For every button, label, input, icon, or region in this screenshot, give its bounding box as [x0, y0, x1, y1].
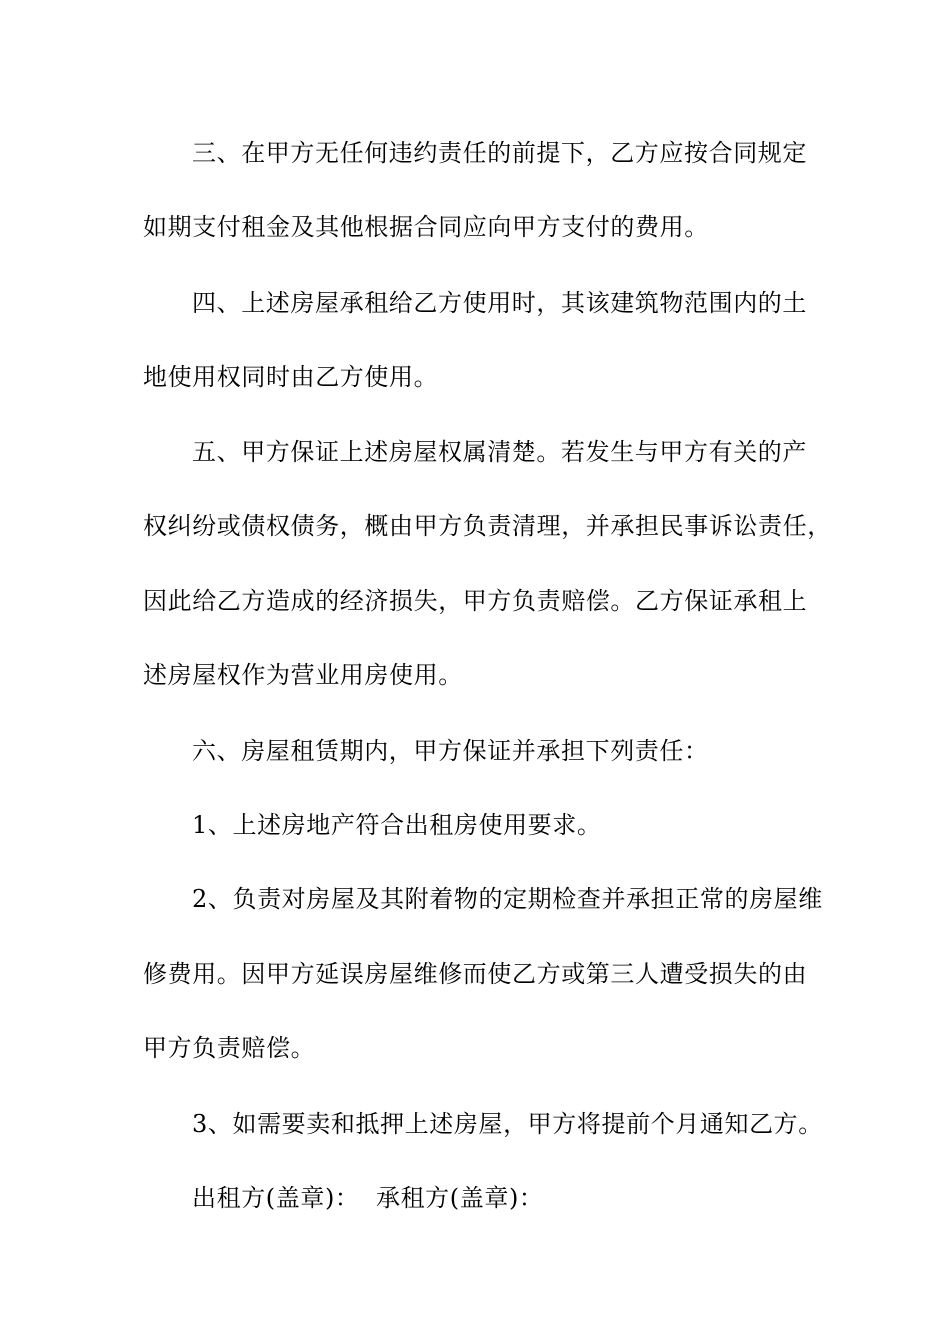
clause-5-line-2: 权纠纷或债权债务，概由甲方负责清理，并承担民事诉讼责任， [143, 512, 832, 540]
clause-6-item-1: 1、上述房地产符合出租房使用要求。 [192, 811, 602, 839]
clause-4-line-2: 地使用权同时由乙方使用。 [143, 363, 439, 391]
signature-line: 出租方(盖章)： 承租方(盖章)： [192, 1184, 544, 1212]
clause-6-item-2-line-2: 修费用。因甲方延误房屋维修而使乙方或第三人遭受损失的由 [143, 960, 808, 988]
clause-4-line-1: 四、上述房屋承租给乙方使用时，其该建筑物范围内的土 [192, 289, 807, 317]
clause-6-item-3: 3、如需要卖和抵押上述房屋，甲方将提前个月通知乙方。 [192, 1110, 823, 1138]
clause-3-line-2: 如期支付租金及其他根据合同应向甲方支付的费用。 [143, 213, 709, 241]
clause-5-line-4: 述房屋权作为营业用房使用。 [143, 661, 463, 689]
clause-5-line-3: 因此给乙方造成的经济损失，甲方负责赔偿。乙方保证承租上 [143, 587, 808, 615]
clause-3-line-1: 三、在甲方无任何违约责任的前提下，乙方应按合同规定 [192, 139, 807, 167]
clause-6-item-2-line-3: 甲方负责赔偿。 [143, 1034, 316, 1062]
clause-5-line-1: 五、甲方保证上述房屋权属清楚。若发生与甲方有关的产 [192, 438, 807, 466]
clause-6-heading: 六、房屋租赁期内，甲方保证并承担下列责任： [192, 737, 709, 765]
clause-6-item-2-line-1: 2、负责对房屋及其附着物的定期检查并承担正常的房屋维 [192, 885, 823, 913]
